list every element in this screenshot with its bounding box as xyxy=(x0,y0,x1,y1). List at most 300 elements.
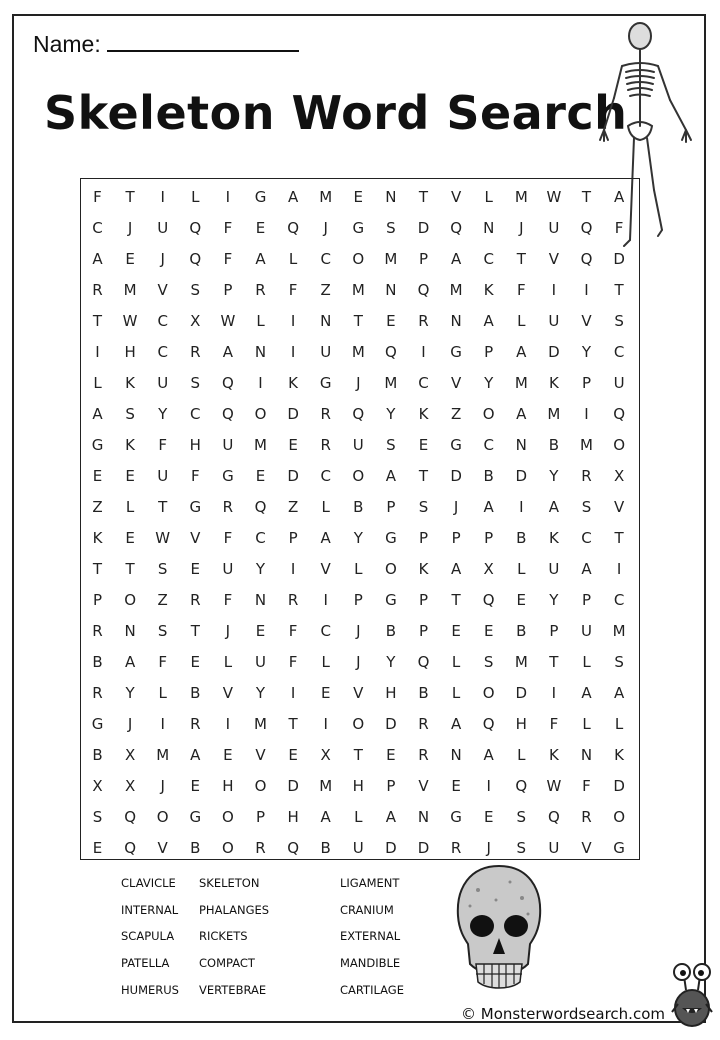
grid-letter[interactable]: D xyxy=(613,250,625,268)
grid-letter[interactable]: G xyxy=(91,436,104,454)
grid-letter[interactable]: Q xyxy=(384,343,397,361)
grid-letter[interactable]: R xyxy=(418,312,429,330)
grid-letter[interactable]: U xyxy=(157,219,169,237)
grid-letter[interactable]: S xyxy=(125,405,135,423)
grid-letter[interactable]: S xyxy=(157,622,168,640)
grid-letter[interactable]: Q xyxy=(254,498,267,516)
grid-letter[interactable]: Y xyxy=(158,405,168,423)
grid-letter[interactable]: R xyxy=(92,684,103,702)
grid-letter[interactable]: O xyxy=(124,591,136,609)
grid-letter[interactable]: S xyxy=(190,281,201,299)
grid-letter[interactable]: X xyxy=(92,777,103,795)
grid-letter[interactable]: C xyxy=(157,312,168,330)
grid-letter[interactable]: S xyxy=(614,653,624,671)
grid-letter[interactable]: X xyxy=(190,312,201,330)
grid-letter[interactable]: C xyxy=(92,219,103,237)
grid-letter[interactable]: X xyxy=(320,746,331,764)
grid-letter[interactable]: P xyxy=(581,374,592,392)
grid-letter[interactable]: Z xyxy=(450,405,462,423)
grid-letter[interactable]: L xyxy=(158,684,167,702)
grid-letter[interactable]: T xyxy=(125,560,135,578)
grid-letter[interactable]: L xyxy=(614,715,624,733)
grid-letter[interactable]: T xyxy=(158,498,168,516)
grid-letter[interactable]: I xyxy=(290,560,296,578)
grid-letter[interactable]: E xyxy=(190,560,201,578)
grid-letter[interactable]: T xyxy=(125,188,135,206)
grid-letter[interactable]: J xyxy=(160,777,165,795)
grid-letter[interactable]: W xyxy=(122,312,138,330)
grid-letter[interactable]: Z xyxy=(157,591,168,609)
grid-letter[interactable]: R xyxy=(190,591,201,609)
grid-letter[interactable]: R xyxy=(287,591,299,609)
grid-letter[interactable]: T xyxy=(418,188,429,206)
grid-letter[interactable]: N xyxy=(385,281,397,299)
grid-letter[interactable]: V xyxy=(157,281,168,299)
grid-letter[interactable]: Q xyxy=(547,808,560,826)
grid-letter[interactable]: O xyxy=(352,250,365,268)
grid-letter[interactable]: E xyxy=(92,839,103,857)
grid-letter[interactable]: I xyxy=(290,684,296,702)
grid-letter[interactable]: R xyxy=(418,746,429,764)
grid-letter[interactable]: L xyxy=(517,312,526,330)
grid-letter[interactable]: G xyxy=(222,467,234,485)
grid-letter[interactable]: G xyxy=(319,374,332,392)
grid-letter[interactable]: C xyxy=(613,343,625,361)
grid-letter[interactable]: L xyxy=(354,808,363,826)
grid-letter[interactable]: G xyxy=(450,436,462,454)
grid-letter[interactable]: J xyxy=(356,622,361,640)
grid-letter[interactable]: K xyxy=(548,529,559,547)
grid-letter[interactable]: N xyxy=(124,622,136,640)
grid-letter[interactable]: E xyxy=(483,622,494,640)
grid-letter[interactable]: N xyxy=(515,436,527,454)
grid-letter[interactable]: U xyxy=(352,839,364,857)
grid-letter[interactable]: O xyxy=(156,808,169,826)
grid-letter[interactable]: E xyxy=(483,808,494,826)
grid-letter[interactable]: I xyxy=(616,560,622,578)
grid-letter[interactable]: T xyxy=(549,653,559,671)
grid-letter[interactable]: Q xyxy=(450,219,462,237)
grid-letter[interactable]: T xyxy=(418,467,429,485)
grid-letter[interactable]: D xyxy=(287,405,299,423)
grid-letter[interactable]: H xyxy=(385,684,397,702)
grid-letter[interactable]: Q xyxy=(580,219,593,237)
grid-letter[interactable]: O xyxy=(613,436,625,454)
grid-letter[interactable]: Q xyxy=(417,281,430,299)
grid-letter[interactable]: J xyxy=(160,250,165,268)
grid-letter[interactable]: Q xyxy=(124,808,136,826)
grid-letter[interactable]: A xyxy=(190,746,201,764)
grid-letter[interactable]: B xyxy=(353,498,364,516)
grid-letter[interactable]: F xyxy=(223,591,233,609)
grid-letter[interactable]: D xyxy=(287,777,299,795)
grid-letter[interactable]: U xyxy=(548,219,560,237)
grid-letter[interactable]: O xyxy=(352,715,365,733)
grid-letter[interactable]: H xyxy=(222,777,234,795)
grid-letter[interactable]: W xyxy=(155,529,171,547)
grid-letter[interactable]: M xyxy=(123,281,137,299)
grid-letter[interactable]: X xyxy=(124,777,136,795)
grid-letter[interactable]: Q xyxy=(352,405,365,423)
grid-letter[interactable]: M xyxy=(254,436,267,454)
grid-letter[interactable]: U xyxy=(222,560,234,578)
grid-letter[interactable]: I xyxy=(584,281,589,299)
grid-letter[interactable]: T xyxy=(353,746,363,764)
grid-letter[interactable]: C xyxy=(320,467,331,485)
grid-letter[interactable]: A xyxy=(287,188,299,206)
grid-letter[interactable]: U xyxy=(352,436,364,454)
grid-letter[interactable]: N xyxy=(450,312,462,330)
grid-letter[interactable]: T xyxy=(451,591,461,609)
grid-letter[interactable]: G xyxy=(189,498,202,516)
grid-letter[interactable]: U xyxy=(613,374,625,392)
grid-letter[interactable]: G xyxy=(613,839,625,857)
grid-letter[interactable]: S xyxy=(92,808,103,826)
grid-letter[interactable]: G xyxy=(91,715,104,733)
grid-letter[interactable]: Y xyxy=(125,684,135,702)
grid-letter[interactable]: J xyxy=(356,653,361,671)
grid-letter[interactable]: M xyxy=(319,188,333,206)
grid-letter[interactable]: E xyxy=(288,436,298,454)
grid-letter[interactable]: N xyxy=(385,188,397,206)
grid-letter[interactable]: K xyxy=(418,405,429,423)
grid-letter[interactable]: E xyxy=(320,684,331,702)
grid-letter[interactable]: V xyxy=(157,839,168,857)
grid-letter[interactable]: I xyxy=(519,498,524,516)
grid-letter[interactable]: A xyxy=(320,808,331,826)
grid-letter[interactable]: L xyxy=(223,653,233,671)
grid-letter[interactable]: I xyxy=(160,188,165,206)
grid-letter[interactable]: C xyxy=(483,250,494,268)
grid-letter[interactable]: F xyxy=(288,281,298,299)
grid-letter[interactable]: U xyxy=(581,622,592,640)
grid-letter[interactable]: L xyxy=(125,498,135,516)
grid-letter[interactable]: J xyxy=(127,219,133,237)
grid-letter[interactable]: D xyxy=(450,467,462,485)
grid-letter[interactable]: D xyxy=(417,839,430,857)
grid-letter[interactable]: S xyxy=(386,436,396,454)
grid-letter[interactable]: A xyxy=(613,684,625,702)
grid-letter[interactable]: M xyxy=(156,746,170,764)
grid-letter[interactable]: A xyxy=(450,715,462,733)
grid-letter[interactable]: Y xyxy=(353,529,363,547)
grid-letter[interactable]: T xyxy=(614,281,624,299)
grid-letter[interactable]: M xyxy=(351,281,365,299)
grid-letter[interactable]: A xyxy=(483,498,494,516)
grid-letter[interactable]: N xyxy=(254,591,267,609)
grid-letter[interactable]: E xyxy=(418,436,429,454)
grid-letter[interactable]: J xyxy=(127,715,133,733)
grid-letter[interactable]: L xyxy=(321,653,330,671)
grid-letter[interactable]: A xyxy=(581,684,592,702)
grid-letter[interactable]: A xyxy=(483,746,494,764)
grid-letter[interactable]: C xyxy=(157,343,168,361)
grid-letter[interactable]: V xyxy=(190,529,201,547)
grid-letter[interactable]: U xyxy=(320,343,332,361)
grid-letter[interactable]: P xyxy=(418,250,429,268)
grid-letter[interactable]: T xyxy=(190,622,200,640)
grid-letter[interactable]: R xyxy=(92,622,103,640)
grid-letter[interactable]: D xyxy=(548,343,560,361)
grid-letter[interactable]: Q xyxy=(189,250,202,268)
grid-letter[interactable]: H xyxy=(287,808,299,826)
grid-letter[interactable]: T xyxy=(614,529,624,547)
grid-letter[interactable]: Y xyxy=(484,374,494,392)
grid-letter[interactable]: I xyxy=(160,715,165,733)
grid-letter[interactable]: Z xyxy=(287,498,299,516)
grid-letter[interactable]: B xyxy=(483,467,494,485)
grid-letter[interactable]: N xyxy=(580,746,593,764)
grid-letter[interactable]: E xyxy=(125,250,135,268)
grid-letter[interactable]: P xyxy=(92,591,103,609)
grid-letter[interactable]: A xyxy=(92,250,103,268)
grid-letter[interactable]: D xyxy=(417,219,430,237)
grid-letter[interactable]: V xyxy=(613,498,625,516)
grid-letter[interactable]: V xyxy=(353,684,364,702)
grid-letter[interactable]: Q xyxy=(515,777,528,795)
grid-letter[interactable]: N xyxy=(320,312,332,330)
grid-letter[interactable]: I xyxy=(551,684,557,702)
grid-letter[interactable]: E xyxy=(353,188,364,206)
grid-letter[interactable]: U xyxy=(548,560,560,578)
grid-letter[interactable]: S xyxy=(418,498,429,516)
grid-letter[interactable]: P xyxy=(418,591,429,609)
grid-letter[interactable]: O xyxy=(221,839,234,857)
grid-letter[interactable]: C xyxy=(613,591,625,609)
grid-letter[interactable]: P xyxy=(451,529,461,547)
grid-letter[interactable]: T xyxy=(92,312,103,330)
grid-letter[interactable]: M xyxy=(319,777,333,795)
grid-letter[interactable]: R xyxy=(92,281,103,299)
grid-letter[interactable]: X xyxy=(483,560,494,578)
grid-letter[interactable]: U xyxy=(548,839,560,857)
grid-letter[interactable]: F xyxy=(288,653,298,671)
grid-letter[interactable]: A xyxy=(255,250,266,268)
grid-letter[interactable]: V xyxy=(581,312,592,330)
grid-letter[interactable]: M xyxy=(514,374,528,392)
grid-letter[interactable]: R xyxy=(581,808,592,826)
grid-letter[interactable]: P xyxy=(255,808,266,826)
grid-letter[interactable]: O xyxy=(384,560,397,578)
grid-letter[interactable]: S xyxy=(190,374,201,392)
grid-letter[interactable]: X xyxy=(124,746,136,764)
grid-letter[interactable]: Q xyxy=(287,219,299,237)
grid-letter[interactable]: C xyxy=(581,529,592,547)
grid-letter[interactable]: Q xyxy=(482,591,495,609)
grid-letter[interactable]: L xyxy=(582,715,591,733)
grid-letter[interactable]: Y xyxy=(386,653,396,671)
grid-letter[interactable]: P xyxy=(418,622,429,640)
grid-letter[interactable]: B xyxy=(548,436,560,454)
grid-letter[interactable]: S xyxy=(386,219,396,237)
grid-letter[interactable]: P xyxy=(288,529,298,547)
grid-letter[interactable]: A xyxy=(613,188,625,206)
grid-letter[interactable]: L xyxy=(451,653,461,671)
grid-letter[interactable]: K xyxy=(125,436,136,454)
grid-letter[interactable]: T xyxy=(353,312,363,330)
grid-letter[interactable]: I xyxy=(584,405,589,423)
grid-letter[interactable]: B xyxy=(385,622,397,640)
grid-letter[interactable]: Q xyxy=(580,250,593,268)
grid-letter[interactable]: J xyxy=(225,622,231,640)
grid-letter[interactable]: L xyxy=(582,653,591,671)
grid-letter[interactable]: W xyxy=(546,188,562,206)
grid-letter[interactable]: E xyxy=(190,653,201,671)
grid-letter[interactable]: D xyxy=(613,777,625,795)
grid-letter[interactable]: Y xyxy=(386,405,396,423)
grid-letter[interactable]: N xyxy=(450,746,462,764)
grid-letter[interactable]: A xyxy=(581,560,592,578)
grid-letter[interactable]: N xyxy=(417,808,430,826)
grid-letter[interactable]: E xyxy=(451,622,461,640)
grid-letter[interactable]: F xyxy=(190,467,200,485)
grid-letter[interactable]: G xyxy=(450,343,462,361)
grid-letter[interactable]: M xyxy=(384,374,398,392)
grid-letter[interactable]: I xyxy=(421,343,426,361)
grid-letter[interactable]: X xyxy=(613,467,625,485)
grid-letter[interactable]: M xyxy=(449,281,463,299)
grid-letter[interactable]: L xyxy=(354,560,363,578)
grid-letter[interactable]: J xyxy=(356,374,361,392)
grid-letter[interactable]: A xyxy=(385,808,397,826)
grid-letter[interactable]: K xyxy=(548,746,559,764)
grid-letter[interactable]: F xyxy=(93,188,102,206)
grid-letter[interactable]: C xyxy=(418,374,429,392)
grid-letter[interactable]: V xyxy=(320,560,331,578)
grid-letter[interactable]: I xyxy=(486,777,491,795)
grid-letter[interactable]: H xyxy=(352,777,364,795)
grid-letter[interactable]: D xyxy=(515,684,528,702)
grid-letter[interactable]: E xyxy=(190,777,201,795)
grid-letter[interactable]: M xyxy=(514,188,528,206)
grid-letter[interactable]: O xyxy=(221,808,234,826)
grid-letter[interactable]: C xyxy=(255,529,266,547)
grid-letter[interactable]: F xyxy=(223,219,233,237)
grid-letter[interactable]: A xyxy=(516,343,527,361)
grid-letter[interactable]: Z xyxy=(320,281,331,299)
grid-letter[interactable]: I xyxy=(323,591,328,609)
grid-letter[interactable]: A xyxy=(92,405,103,423)
grid-letter[interactable]: Q xyxy=(221,374,234,392)
grid-letter[interactable]: K xyxy=(483,281,494,299)
grid-letter[interactable]: I xyxy=(258,374,263,392)
grid-letter[interactable]: R xyxy=(190,715,201,733)
grid-letter[interactable]: J xyxy=(486,839,491,857)
grid-letter[interactable]: K xyxy=(92,529,103,547)
grid-letter[interactable]: B xyxy=(516,622,527,640)
grid-letter[interactable]: F xyxy=(582,777,591,795)
grid-letter[interactable]: F xyxy=(223,250,233,268)
grid-letter[interactable]: M xyxy=(580,436,593,454)
grid-letter[interactable]: L xyxy=(517,560,526,578)
grid-letter[interactable]: F xyxy=(614,219,624,237)
grid-letter[interactable]: P xyxy=(484,343,494,361)
grid-letter[interactable]: M xyxy=(612,622,626,640)
grid-letter[interactable]: E xyxy=(125,529,135,547)
grid-letter[interactable]: M xyxy=(351,343,365,361)
grid-letter[interactable]: U xyxy=(157,374,169,392)
grid-letter[interactable]: E xyxy=(516,591,527,609)
grid-letter[interactable]: A xyxy=(385,467,397,485)
grid-letter[interactable]: Q xyxy=(287,839,299,857)
grid-letter[interactable]: Y xyxy=(549,591,559,609)
grid-letter[interactable]: P xyxy=(386,498,396,516)
grid-letter[interactable]: O xyxy=(482,684,495,702)
grid-letter[interactable]: V xyxy=(581,839,592,857)
grid-letter[interactable]: K xyxy=(288,374,299,392)
grid-letter[interactable]: T xyxy=(92,560,103,578)
grid-letter[interactable]: I xyxy=(225,715,231,733)
grid-letter[interactable]: M xyxy=(547,405,561,423)
grid-letter[interactable]: O xyxy=(482,405,495,423)
grid-letter[interactable]: R xyxy=(190,343,201,361)
grid-letter[interactable]: W xyxy=(546,777,562,795)
grid-letter[interactable]: L xyxy=(321,498,330,516)
grid-letter[interactable]: V xyxy=(450,188,462,206)
grid-letter[interactable]: M xyxy=(384,250,398,268)
grid-letter[interactable]: S xyxy=(581,498,592,516)
grid-letter[interactable]: U xyxy=(255,653,266,671)
grid-letter[interactable]: S xyxy=(516,839,527,857)
grid-letter[interactable]: L xyxy=(256,312,265,330)
grid-letter[interactable]: A xyxy=(320,529,331,547)
grid-letter[interactable]: T xyxy=(288,715,298,733)
grid-letter[interactable]: P xyxy=(353,591,363,609)
grid-letter[interactable]: R xyxy=(320,436,331,454)
grid-letter[interactable]: B xyxy=(320,839,331,857)
grid-letter[interactable]: H xyxy=(515,715,527,733)
grid-letter[interactable]: O xyxy=(254,405,267,423)
grid-letter[interactable]: L xyxy=(484,188,493,206)
grid-letter[interactable]: B xyxy=(190,839,201,857)
grid-letter[interactable]: R xyxy=(418,715,429,733)
grid-letter[interactable]: I xyxy=(225,188,231,206)
grid-letter[interactable]: V xyxy=(255,746,266,764)
grid-letter[interactable]: A xyxy=(450,250,462,268)
grid-letter[interactable]: R xyxy=(255,281,266,299)
grid-letter[interactable]: N xyxy=(254,343,267,361)
grid-letter[interactable]: F xyxy=(516,281,526,299)
grid-letter[interactable]: B xyxy=(418,684,429,702)
grid-letter[interactable]: P xyxy=(549,622,559,640)
grid-letter[interactable]: S xyxy=(614,312,624,330)
grid-letter[interactable]: E xyxy=(92,467,103,485)
grid-letter[interactable]: K xyxy=(614,746,625,764)
grid-letter[interactable]: E xyxy=(223,746,233,764)
grid-letter[interactable]: A xyxy=(548,498,560,516)
grid-letter[interactable]: L xyxy=(288,250,298,268)
grid-letter[interactable]: F xyxy=(549,715,559,733)
grid-letter[interactable]: S xyxy=(157,560,168,578)
grid-letter[interactable]: L xyxy=(191,188,200,206)
grid-letter[interactable]: K xyxy=(125,374,136,392)
grid-letter[interactable]: L xyxy=(517,746,526,764)
grid-letter[interactable]: U xyxy=(222,436,234,454)
grid-letter[interactable]: E xyxy=(255,467,266,485)
grid-letter[interactable]: L xyxy=(451,684,461,702)
grid-letter[interactable]: D xyxy=(515,467,528,485)
grid-letter[interactable]: V xyxy=(548,250,560,268)
grid-letter[interactable]: G xyxy=(385,529,397,547)
grid-letter[interactable]: E xyxy=(386,312,396,330)
grid-letter[interactable]: G xyxy=(450,808,462,826)
grid-letter[interactable]: G xyxy=(254,188,267,206)
grid-letter[interactable]: K xyxy=(548,374,559,392)
grid-letter[interactable]: D xyxy=(287,467,299,485)
grid-letter[interactable]: Y xyxy=(255,560,266,578)
grid-letter[interactable]: Y xyxy=(549,467,559,485)
grid-letter[interactable]: P xyxy=(581,591,592,609)
